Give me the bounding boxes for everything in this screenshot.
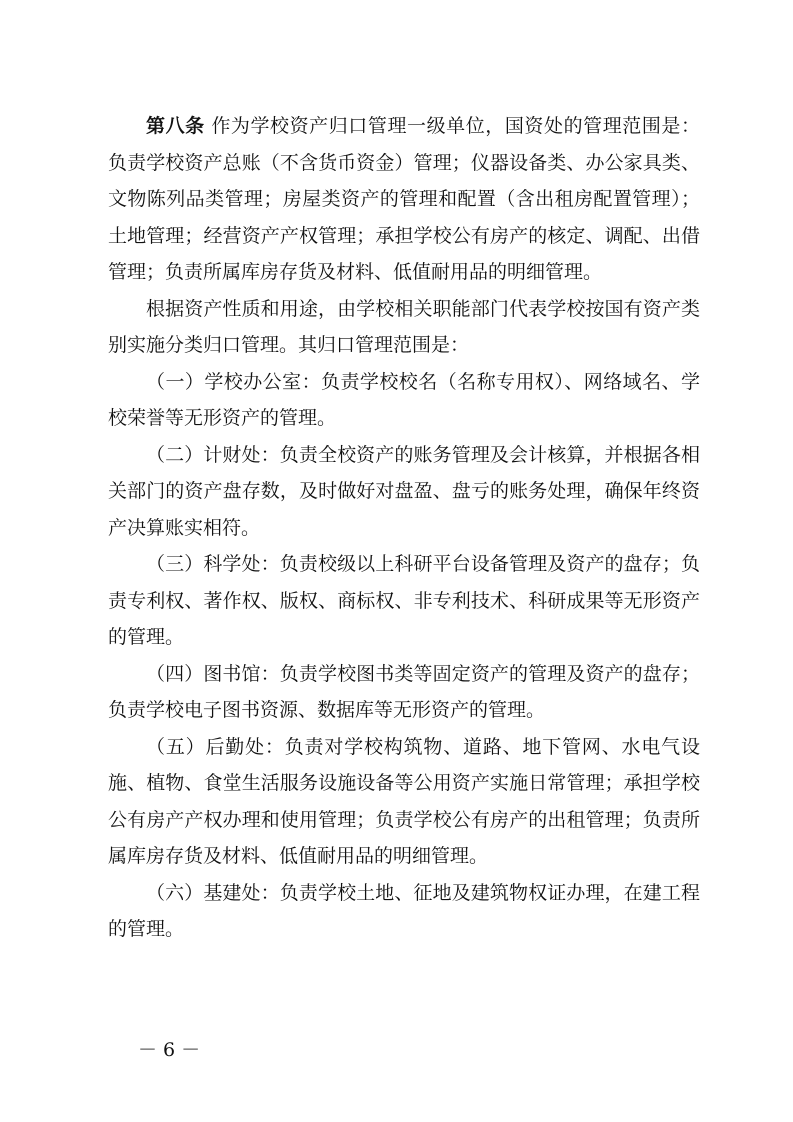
page-number: － 6 － <box>138 1039 201 1061</box>
article-heading: 第八条 <box>146 115 205 137</box>
article-paragraph <box>108 108 700 291</box>
article-body: 作为学校资产归口管理一级单位，国资处的管理范围是：负责学校资产总账（不含货币资金）管理；仪器设备类、办公家具类、文物陈列品类管理；房屋类资产的管理和配置（含出租房配置管理）；土地管理；经营资产产权管理；承担学校公有房产的核定、调配、出借管理；负责所属库房存货及材料、低值耐用品的明细管理。 <box>108 115 700 283</box>
item-finance: （二）计财处：负责全校资产的账务管理及会计核算，并根据各相关部门的资产盘存数，及时做好对盘盈、盘亏的账务处理，确保年终资产决算账实相符。 <box>108 443 700 539</box>
item-construction: （六）基建处：负责学校土地、征地及建筑物权证办理，在建工程的管理。 <box>108 881 700 940</box>
item-science: （三）科学处：负责校级以上科研平台设备管理及资产的盘存；负责专利权、著作权、版权、商标权、非专利技术、科研成果等无形资产的管理。 <box>108 553 700 648</box>
item-office: （一）学校办公室：负责学校校名（名称专用权）、网络域名、学校荣誉等无形资产的管理。 <box>108 370 700 429</box>
intro-paragraph: 根据资产性质和用途，由学校相关职能部门代表学校按国有资产类别实施分类归口管理。其归口管理范围是： <box>108 297 700 356</box>
document-body <box>108 108 700 948</box>
item-logistics: （五）后勤处：负责对学校构筑物、道路、地下管网、水电气设施、植物、食堂生活服务设施设备等公用资产实施日常管理；承担学校公有房产产权办理和使用管理；负责学校公有房产的出租管理；负责所属库房存货及材料、低值耐用品的明细管理。 <box>108 735 700 867</box>
item-library: （四）图书馆：负责学校图书类等固定资产的管理及资产的盘存；负责学校电子图书资源、数据库等无形资产的管理。 <box>108 662 700 721</box>
